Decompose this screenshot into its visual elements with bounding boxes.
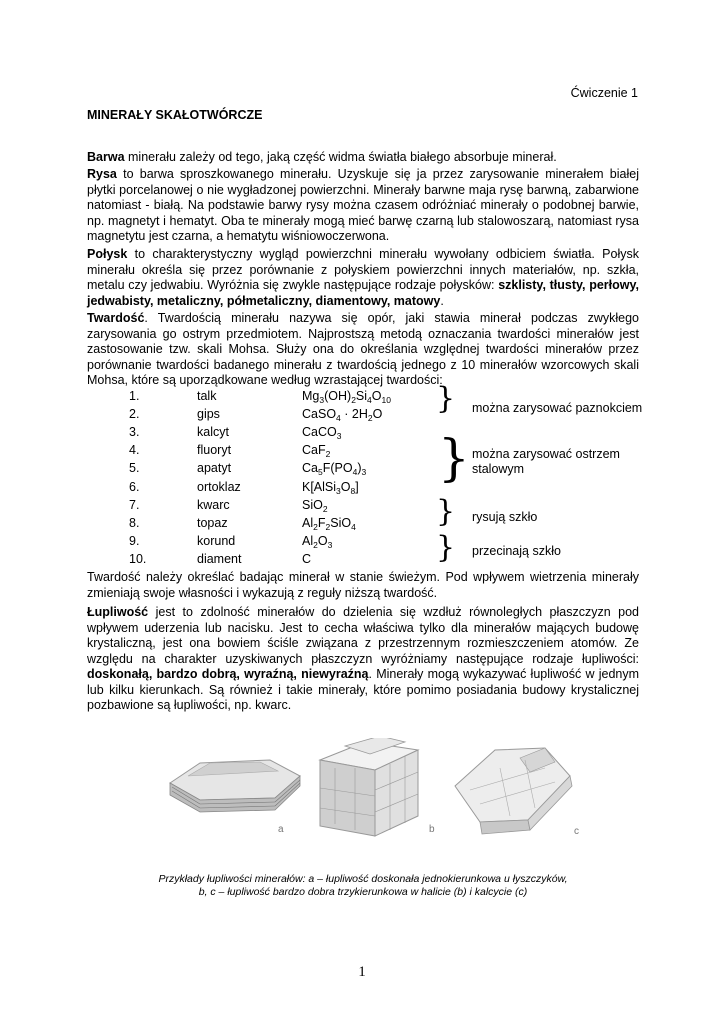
mineral-name: diament xyxy=(197,551,242,566)
mohs-number: 2. xyxy=(129,407,140,422)
chemical-formula: SiO$_2$ xyxy=(302,497,328,514)
paragraph-twardosc-after: Twardość należy określać badając minerał w stanie świeżym. Pod wpływem wietrzenia minerały zmieniają swoje własności i wykazują z reguły niższą twardość. xyxy=(87,570,639,600)
brace-fingernail: } xyxy=(436,381,456,416)
mineral-name: fluoryt xyxy=(197,443,232,458)
term-barwa: Barwa xyxy=(87,150,125,164)
paragraph-rysa xyxy=(87,167,639,245)
mineral-name: korund xyxy=(197,533,236,548)
figure-label-c: c xyxy=(574,826,579,837)
paragraph-twardosc xyxy=(87,311,639,389)
mohs-number: 7. xyxy=(129,497,140,512)
text-barwa: minerału zależy od tego, jaką część widma światła białego absorbuje minerał. xyxy=(124,150,557,164)
exercise-label: Ćwiczenie 1 xyxy=(570,86,638,100)
mohs-number: 9. xyxy=(129,533,140,548)
note-scratch-glass: rysują szkło xyxy=(472,510,538,524)
chemical-formula: $Mg_3(OH)_2Si_4O_{10}$ xyxy=(302,389,391,405)
lupliwosc-types: doskonałą, bardzo dobrą, wyraźną, niewyraźną xyxy=(87,667,369,681)
text-lupliwosc: jest to zdolność minerałów do dzielenia się wzdłuż równoległych płaszczyzn pod wpływem uderzenia lub nacisku. Jest to cecha właściwa tylko dla minerałów mających budowę krystaliczną, jest ona bowiem ściśle związana z przestrzennym rozmieszczeniem atomów. Ze względu na charakter uzyskiwanych płaszczyzn wyróżniamy następujące rodzaje łupliwości: xyxy=(87,605,639,666)
brace-sharp: } xyxy=(438,429,470,487)
mineral-name: kwarc xyxy=(197,497,230,512)
cleavage-illustrations xyxy=(150,738,590,848)
term-rysa: Rysa xyxy=(87,167,117,181)
paragraph-lupliwosc xyxy=(87,605,639,714)
brace-scratch-glass: } xyxy=(436,494,456,529)
text-polysk: to charakterystyczny wygląd powierzchni minerału wywołany odbiciem światła. Połysk minerału określa się przez porównanie z połyskiem powierzchni innych materiałów, np. szkła, metalu czy jedwabiu. Wyróżnia się zwykle następujące rodzaje połysków: xyxy=(87,247,639,292)
illustration-halite xyxy=(320,738,418,836)
mineral-name: gips xyxy=(197,407,220,422)
paragraph-barwa xyxy=(87,150,639,166)
mohs-number: 6. xyxy=(129,479,140,494)
chemical-formula: $Al_2F_2SiO_4$ xyxy=(302,515,356,532)
brace-cut-glass: } xyxy=(436,530,456,565)
mineral-name: ortoklaz xyxy=(197,479,241,494)
figure-label-a: a xyxy=(278,824,284,835)
illustration-calcite xyxy=(455,748,572,834)
mineral-name: talk xyxy=(197,389,217,403)
mohs-number: 3. xyxy=(129,425,140,440)
chemical-formula: CaCO$_3$ xyxy=(302,425,342,442)
figure-label-b: b xyxy=(429,824,435,835)
note-sharp: można zarysować ostrzem stalowym xyxy=(472,447,620,476)
polysk-types: szklisty, tłusty, perłowy, jedwabisty, metaliczny, półmetaliczny, diamentowy, matowy xyxy=(87,278,639,308)
figure-caption xyxy=(87,873,639,899)
polysk-end: . xyxy=(440,293,444,308)
paragraph-polysk xyxy=(87,247,639,309)
mohs-number: 5. xyxy=(129,461,140,476)
text-twardosc: . Twardością minerału nazywa się opór, jaki stawia minerał podczas zwykłego zarysowania go ostrym przedmiotem. Najprostszą metodą oznaczania twardości minerałów jest zastosowanie tzw. skali Mohsa. Służy ona do określania względnej twardości minerałów przez porównanie twardości badanego minerału z twardością jednego z 10 minerałów wzorcowych skali Mohsa, które są uporządkowane według wzrastającej twardości: xyxy=(87,311,639,387)
cleavage-figure xyxy=(150,738,590,848)
mohs-number: 8. xyxy=(129,515,140,530)
mohs-number: 1. xyxy=(129,389,140,403)
mineral-name: topaz xyxy=(197,515,228,530)
note-fingernail: można zarysować paznokciem xyxy=(472,401,643,415)
chemical-formula: CaF$_2$ xyxy=(302,443,331,460)
term-polysk: Połysk xyxy=(87,247,128,261)
note-cut-glass: przecinają szkło xyxy=(472,544,561,558)
mineral-name: apatyt xyxy=(197,461,232,476)
chemical-formula: C xyxy=(302,551,312,566)
chemical-formula: CaSO$_4$ · $2H_2O$ xyxy=(302,407,383,424)
illustration-mica xyxy=(170,760,300,812)
chemical-formula: $K[AlSi_3O_8]$ xyxy=(302,479,359,496)
chemical-formula: $Ca_5F(PO_4)_3$ xyxy=(302,461,367,478)
page-number: 1 xyxy=(358,964,366,980)
term-twardosc: Twardość xyxy=(87,311,145,325)
term-lupliwosc: Łupliwość xyxy=(87,605,149,619)
text-rysa: to barwa sproszkowanego minerału. Uzyskuje się ja przez zarysowanie minerałem białej płytki porcelanowej o nie wygładzonej powierzchni. Minerały barwne maja rysę barwną, zabarwione natomiast - białą. Na podstawie barwy rysy można czasem odróżniać minerały o podobnej barwie, np. magnetyt i hematyt. Oba te minerały mogą mieć barwę czarną lub stalowoszarą, natomiast rysa magnetytu jest czarna, a hematytu wiśniowoczerwona. xyxy=(87,167,639,243)
mohs-number: 4. xyxy=(129,443,140,458)
chemical-formula: $Al_2O_3$ xyxy=(302,533,333,550)
caption-line-2: b, c – łupliwość bardzo dobra trzykierunkowa w halicie (b) i kalcycie (c) xyxy=(198,886,528,898)
caption-line-1: Przykłady łupliwości minerałów: a – łupliwość doskonała jednokierunkowa u łyszczyków, xyxy=(158,873,568,885)
page-title: MINERAŁY SKAŁOTWÓRCZE xyxy=(87,108,263,122)
mineral-name: kalcyt xyxy=(197,425,229,440)
lupliwosc-end: . Minerały mogą wykazywać łupliwość w jednym lub kilku kierunkach. Są również i takie minerały, które pomimo posiadania budowy krystalicznej pozbawione są łupliwości, np. kwarc. xyxy=(87,667,640,712)
mohs-number: 10. xyxy=(129,551,147,566)
